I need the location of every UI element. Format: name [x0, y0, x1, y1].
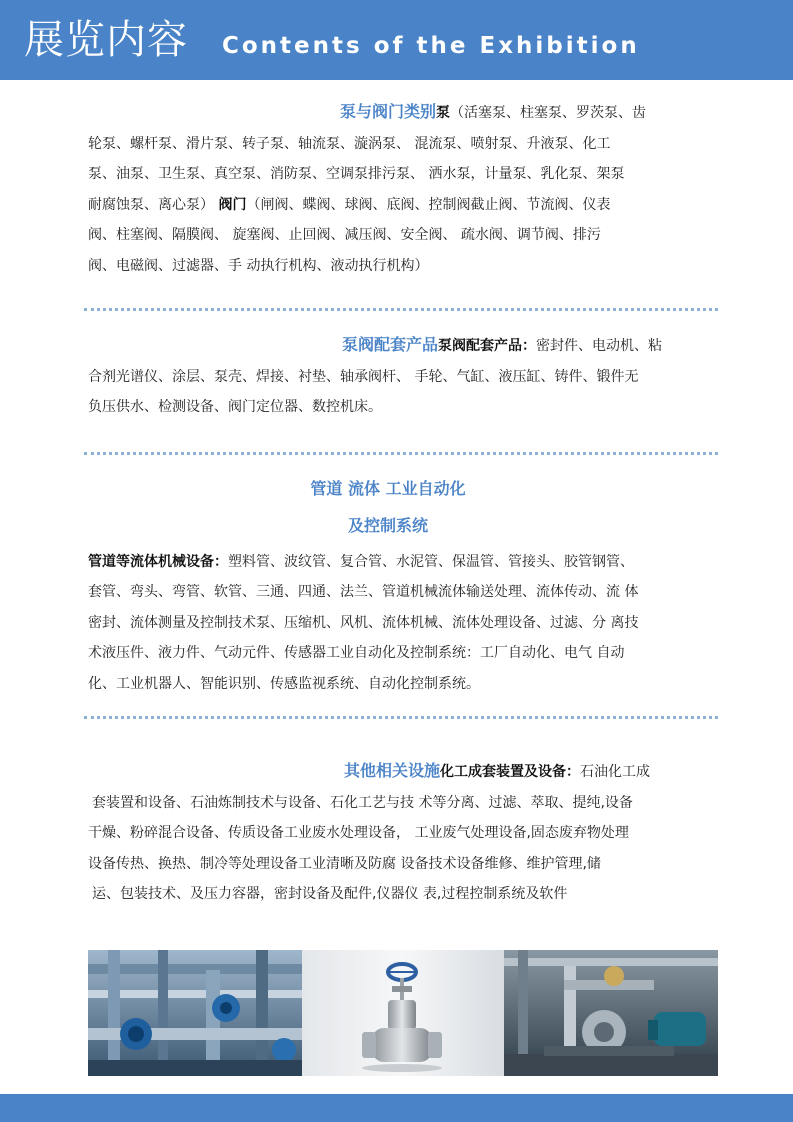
section-heading: 泵与阀门类别 [340, 102, 437, 121]
divider [84, 716, 718, 719]
pipes-label: 管道等流体机械设备： [88, 553, 228, 570]
accessories-text: 密封件、电动机、粘 [536, 338, 663, 354]
others-text: 石油化工成 [580, 764, 651, 780]
heading-line [88, 506, 718, 547]
text-line: 合剂光谱仪、涂层、泵壳、焊接、衬垫、轴承阀杆、 手轮、气缸、液压缸、铸件、锻件无 [88, 368, 639, 385]
section-accessories [88, 330, 718, 423]
industrial-pipes-photo [88, 950, 302, 1076]
text-line: 泵、油泵、卫生泵、真空泵、消防泵、空调泵排污泵、 洒水泵，计量泵、乳化泵、架泵 [88, 166, 625, 182]
others-first-line [88, 756, 718, 788]
text-line: 轮泵、螺杆泵、滑片泵、转子泵、轴流泵、漩涡泵、 混流泵、喷射泵、升液泵、化工 [88, 135, 611, 152]
page-title-en: Contents of the Exhibition [222, 33, 640, 59]
text-line-part: 耐腐蚀泵、离心泵） [88, 196, 214, 213]
pumps-first-line [88, 97, 718, 129]
valve-label: 阀门 [218, 196, 247, 213]
text-line: 干燥、粉碎混合设备、传质设备工业废水处理设备， 工业废气处理设备,固态废弃物处理 [88, 825, 629, 841]
accessories-first-line [88, 330, 718, 362]
page-title-cn: 展览内容 [24, 17, 188, 63]
footer-bar [0, 1094, 793, 1122]
text-line: 密封、流体测量及控制技术泵、压缩机、风机、流体机械、流体处理设备、过滤、分 离技 [88, 614, 639, 631]
text-line: 阀、电磁阀、过滤器、手 动执行机构、液动执行机构） [88, 257, 429, 274]
pipes-first-line [88, 547, 718, 578]
text-line: 运、包装技术、及压力容器，密封设备及配件,仪器仪 表,过程控制系统及软件 [92, 886, 568, 902]
text-line: 套管、弯头、弯管、软管、三通、四通、法兰、管道机械流体输送处理、流体传动、流 体 [88, 584, 639, 600]
section-pumps-valves [88, 97, 718, 281]
text-line [88, 190, 718, 221]
text-line: 阀、柱塞阀、隔膜阀、 旋塞阀、止回阀、减压阀、安全阀、 疏水阀、调节阀、排污 [88, 227, 601, 243]
others-label: 化工成套装置及设备： [440, 764, 581, 780]
text-line: 化、工业机器人、智能识别、传感监视系统、自动化控制系统。 [88, 675, 480, 692]
heading-line [88, 474, 718, 506]
text-line: 设备传热、换热、制冷等处理设备工业清晰及防腐 设备技术设备维修、维护管理,储 [88, 855, 601, 872]
section-other-facilities [88, 756, 718, 910]
pipes-text: 塑料管、波纹管、复合管、水泥管、保温管、管接头、胶管钢管、 [228, 553, 634, 570]
section-pipes-automation [88, 474, 718, 699]
photo-strip [88, 950, 718, 1076]
section-heading: 其他相关设施 [344, 761, 441, 780]
valve-text: （闸阀、蝶阀、球阀、底阀、控制阀截止阀、节流阀、仪表 [246, 196, 611, 213]
accessories-label: 泵阀配套产品： [438, 338, 537, 354]
section-heading: 管道 流体 工业自动化 [310, 479, 466, 498]
text-line: 套装置和设备、石油炼制技术与设备、石化工艺与技 术等分离、过滤、萃取、提纯,设备 [92, 794, 633, 811]
pump-label: 泵 [436, 105, 451, 121]
section-heading-sub: 及控制系统 [347, 515, 428, 535]
gate-valve-photo [302, 950, 504, 1076]
text-line: 负压供水、检测设备、阀门定位器、数控机床。 [88, 399, 382, 415]
text-line: 术液压件、液力件、气动元件、传感器工业自动化及控制系统：工厂自动化、电气 自动 [88, 645, 625, 661]
header-banner [0, 0, 793, 80]
pump-station-photo [504, 950, 718, 1076]
pump-text: （活塞泵、柱塞泵、罗茨泵、齿 [450, 105, 647, 121]
divider [84, 308, 718, 311]
section-heading: 泵阀配套产品 [342, 335, 439, 354]
divider [84, 452, 718, 455]
